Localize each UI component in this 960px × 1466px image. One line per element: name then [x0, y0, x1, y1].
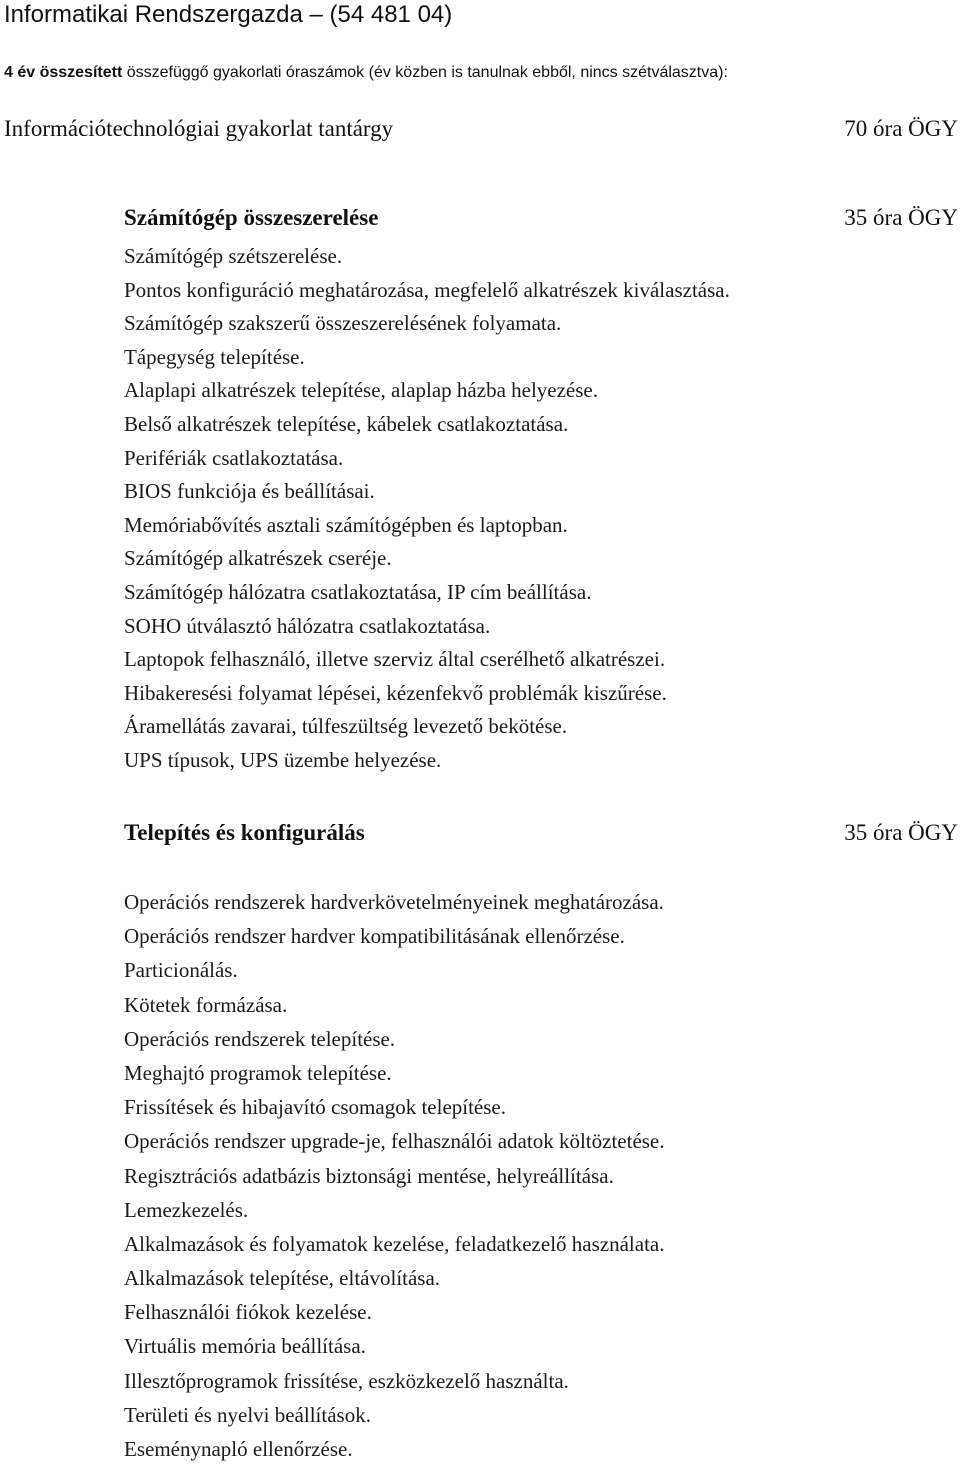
topic-item: Felhasználói fiókok kezelése. [124, 1300, 372, 1325]
subject-name: Információtechnológiai gyakorlat tantárgy [4, 116, 394, 141]
topic-item: Particionálás. [124, 958, 238, 983]
topic-item: Regisztrációs adatbázis biztonsági mentése, helyreállítása. [124, 1163, 614, 1188]
subtitle-text: összefüggő gyakorlati óraszámok (év közben is tanulnak ebből, nincs szétválasztva): [122, 64, 728, 81]
topic-item: Lemezkezelés. [124, 1197, 249, 1222]
topic-item: Operációs rendszer hardver kompatibilitásának ellenőrzése. [124, 924, 625, 949]
topic-item: Operációs rendszerek hardverkövetelményeinek meghatározása. [124, 890, 664, 914]
topic-item: Számítógép szétszerelése. [124, 244, 343, 268]
topic-item: Pontos konfiguráció meghatározása, megfelelő alkatrészek kiválasztása. [124, 277, 730, 302]
section-hours: 35 óra ÖGY [844, 820, 958, 845]
subtitle-bold: 4 év összesített [4, 64, 123, 81]
topic-item: Laptopok felhasználó, illetve szerviz által cserélhető alkatrészei. [124, 647, 666, 672]
topic-item: UPS típusok, UPS üzembe helyezése. [124, 747, 442, 772]
topic-item: Kötetek formázása. [124, 992, 288, 1017]
subject-heading [4, 114, 958, 144]
topic-item: Belső alkatrészek telepítése, kábelek csatlakoztatása. [124, 411, 569, 436]
topic-item: Alaplapi alkatrészek telepítése, alaplap házba helyezése. [124, 378, 598, 403]
document-title: Informatikai Rendszergazda – (54 481 04) [4, 1, 453, 28]
section-heading-assembly [124, 203, 958, 233]
topic-item: Meghajtó programok telepítése. [124, 1060, 392, 1085]
topic-item: Területi és nyelvi beállítások. [124, 1402, 371, 1427]
topic-item: BIOS funkciója és beállításai. [124, 479, 375, 504]
topic-item: Illesztőprogramok frissítése, eszközkezelő használta. [124, 1368, 569, 1393]
topic-list-installation [124, 885, 665, 1466]
topic-item: Hibakeresési folyamat lépései, kézenfekvő problémák kiszűrése. [124, 680, 667, 705]
topic-item: Alkalmazások telepítése, eltávolítása. [124, 1266, 441, 1291]
topic-item: SOHO útválasztó hálózatra csatlakoztatása. [124, 613, 491, 638]
topic-item: Perifériák csatlakoztatása. [124, 445, 344, 470]
topic-item: Áramellátás zavarai, túlfeszültség levezető bekötése. [124, 714, 568, 739]
section-heading-installation [124, 818, 958, 848]
topic-item: Alkalmazások és folyamatok kezelése, feladatkezelő használata. [124, 1231, 665, 1256]
topic-item: Számítógép szakszerű összeszerelésének folyamata. [124, 311, 562, 336]
section-hours: 35 óra ÖGY [844, 205, 958, 230]
topic-item: Frissítések és hibajavító csomagok telepítése. [124, 1095, 506, 1120]
document-subtitle [4, 62, 728, 84]
topic-item: Eseménynapló ellenőrzése. [124, 1437, 353, 1461]
section-title: Telepítés és konfigurálás [124, 820, 365, 845]
section-title: Számítógép összeszerelése [124, 205, 379, 230]
subject-hours: 70 óra ÖGY [844, 116, 958, 141]
topic-list-assembly [124, 240, 730, 778]
topic-item: Számítógép hálózatra csatlakoztatása, IP cím beállítása. [124, 579, 592, 604]
topic-item: Virtuális memória beállítása. [124, 1334, 366, 1359]
topic-item: Operációs rendszerek telepítése. [124, 1026, 396, 1051]
topic-item: Számítógép alkatrészek cseréje. [124, 546, 392, 571]
topic-item: Tápegység telepítése. [124, 344, 305, 369]
topic-item: Operációs rendszer upgrade-je, felhasználói adatok költöztetése. [124, 1129, 665, 1154]
topic-item: Memóriabővítés asztali számítógépben és laptopban. [124, 512, 568, 537]
